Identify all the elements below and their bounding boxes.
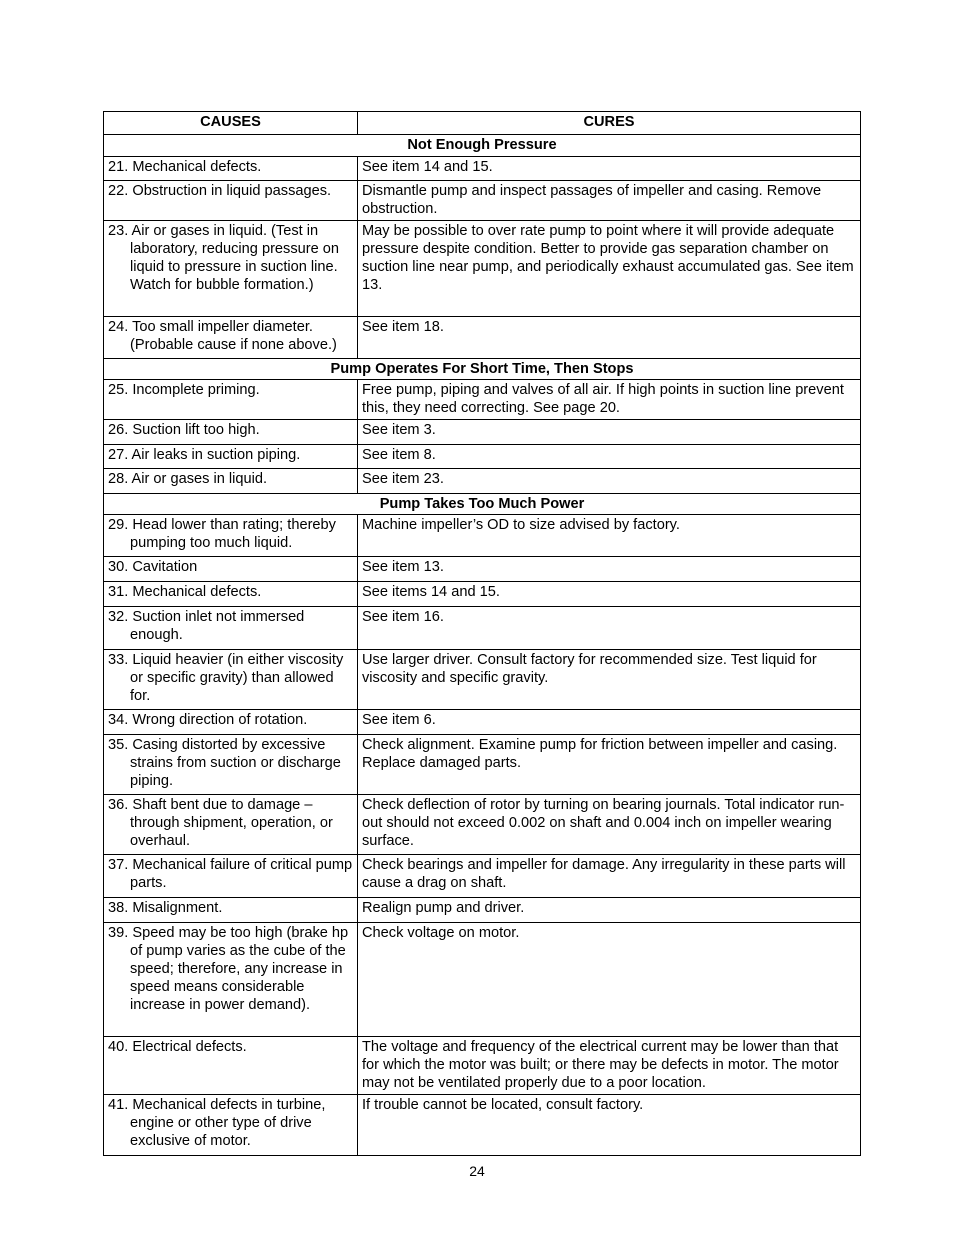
cure-cell: May be possible to over rate pump to point where it will provide adequate pressure despite condition. Better to provide gas separation chamber on suction line near pump, and periodically exhaust accumulated gas. See item 13. xyxy=(358,221,861,317)
table-row xyxy=(104,157,861,181)
cause-cell xyxy=(104,710,358,735)
section-row xyxy=(104,135,861,157)
cause-text: 34. Wrong direction of rotation. xyxy=(108,712,308,728)
section-row xyxy=(104,359,861,380)
cures-header: CURES xyxy=(358,112,861,135)
cause-text: 28. Air or gases in liquid. xyxy=(108,471,267,487)
table-row xyxy=(104,557,861,582)
cause-text: 23. Air or gases in liquid. (Test in laboratory, reducing pressure on liquid to pressure in suction line. Watch for bubble formation.) xyxy=(108,223,340,293)
cure-cell: See item 23. xyxy=(358,469,861,494)
cause-cell xyxy=(104,157,358,181)
cure-cell: Check bearings and impeller for damage. Any irregularity in these parts will cause a drag on shaft. xyxy=(358,855,861,898)
cure-cell: If trouble cannot be located, consult factory. xyxy=(358,1095,861,1156)
table-row xyxy=(104,1037,861,1095)
cause-text: 29. Head lower than rating; thereby pumping too much liquid. xyxy=(108,517,336,551)
cure-cell: See item 6. xyxy=(358,710,861,735)
cure-cell: Free pump, piping and valves of all air. If high points in suction line prevent this, they need correcting. See page 20. xyxy=(358,380,861,420)
cause-text: 33. Liquid heavier (in either viscosity or specific gravity) than allowed for. xyxy=(108,652,344,704)
cause-text: 21. Mechanical defects. xyxy=(108,159,262,175)
cure-cell: See item 14 and 15. xyxy=(358,157,861,181)
cause-cell xyxy=(104,469,358,494)
cause-text: 35. Casing distorted by excessive strains from suction or discharge piping. xyxy=(108,737,341,789)
table-row xyxy=(104,221,861,317)
cure-cell: See item 18. xyxy=(358,317,861,359)
causes-header: CAUSES xyxy=(104,112,358,135)
table-row xyxy=(104,582,861,607)
cause-cell xyxy=(104,515,358,557)
cause-text: 39. Speed may be too high (brake hp of pump varies as the cube of the speed; therefore, any increase in speed means considerable increase in power demand). xyxy=(108,925,349,1013)
cure-cell: Dismantle pump and inspect passages of impeller and casing. Remove obstruction. xyxy=(358,181,861,221)
cause-text: 38. Misalignment. xyxy=(108,900,223,916)
cure-cell: Check alignment. Examine pump for friction between impeller and casing. Replace damaged parts. xyxy=(358,735,861,795)
cure-cell: See item 16. xyxy=(358,607,861,650)
cause-text: 36. Shaft bent due to damage – through shipment, operation, or overhaul. xyxy=(108,797,333,849)
cause-cell xyxy=(104,1095,358,1156)
cause-cell xyxy=(104,557,358,582)
cause-cell xyxy=(104,221,358,317)
cause-text: 27. Air leaks in suction piping. xyxy=(108,447,301,463)
cure-cell: Realign pump and driver. xyxy=(358,898,861,923)
cause-cell xyxy=(104,380,358,420)
cure-cell: The voltage and frequency of the electrical current may be lower than that for which the motor was built; or there may be defects in motor. The motor may not be ventilated properly due to a poor location. xyxy=(358,1037,861,1095)
cause-cell xyxy=(104,1037,358,1095)
cause-cell xyxy=(104,855,358,898)
cause-text: 25. Incomplete priming. xyxy=(108,382,260,398)
cure-cell: See items 14 and 15. xyxy=(358,582,861,607)
table-row xyxy=(104,469,861,494)
table-row xyxy=(104,855,861,898)
table-row xyxy=(104,317,861,359)
cure-cell: See item 3. xyxy=(358,420,861,445)
cause-text: 24. Too small impeller diameter. (Probable cause if none above.) xyxy=(108,319,337,353)
table-row xyxy=(104,1095,861,1156)
section-title: Pump Takes Too Much Power xyxy=(104,494,861,515)
cause-text: 31. Mechanical defects. xyxy=(108,584,262,600)
table-row xyxy=(104,515,861,557)
section-title: Not Enough Pressure xyxy=(104,135,861,157)
cause-cell xyxy=(104,445,358,469)
cure-cell: Machine impeller’s OD to size advised by factory. xyxy=(358,515,861,557)
table-body xyxy=(104,135,861,1156)
cause-text: 40. Electrical defects. xyxy=(108,1039,247,1055)
section-title: Pump Operates For Short Time, Then Stops xyxy=(104,359,861,380)
cure-cell: See item 13. xyxy=(358,557,861,582)
table-row xyxy=(104,445,861,469)
section-row xyxy=(104,494,861,515)
cure-cell: Use larger driver. Consult factory for recommended size. Test liquid for viscosity and specific gravity. xyxy=(358,650,861,710)
cause-text: 26. Suction lift too high. xyxy=(108,422,260,438)
table-row xyxy=(104,898,861,923)
table-row xyxy=(104,710,861,735)
cause-text: 30. Cavitation xyxy=(108,559,198,575)
cause-cell xyxy=(104,582,358,607)
cause-cell xyxy=(104,795,358,855)
cause-cell xyxy=(104,420,358,445)
table-row xyxy=(104,420,861,445)
troubleshooting-table xyxy=(103,111,861,1156)
cause-cell xyxy=(104,181,358,221)
cause-cell xyxy=(104,735,358,795)
cure-cell: See item 8. xyxy=(358,445,861,469)
table-row xyxy=(104,380,861,420)
page-number: 24 xyxy=(469,1163,485,1179)
cause-cell xyxy=(104,923,358,1037)
table-row xyxy=(104,650,861,710)
table-row xyxy=(104,735,861,795)
cause-text: 37. Mechanical failure of critical pump parts. xyxy=(108,857,353,891)
table-row xyxy=(104,795,861,855)
cause-cell xyxy=(104,898,358,923)
table-row xyxy=(104,607,861,650)
cause-text: 22. Obstruction in liquid passages. xyxy=(108,183,332,199)
table-row xyxy=(104,923,861,1037)
table-row xyxy=(104,181,861,221)
cause-text: 41. Mechanical defects in turbine, engine or other type of drive exclusive of motor. xyxy=(108,1097,326,1149)
header-row xyxy=(104,112,861,135)
cause-cell xyxy=(104,650,358,710)
cause-cell xyxy=(104,317,358,359)
cure-cell: Check voltage on motor. xyxy=(358,923,861,1037)
cure-cell: Check deflection of rotor by turning on bearing journals. Total indicator run-out should not exceed 0.002 on shaft and 0.004 inch on impeller wearing surface. xyxy=(358,795,861,855)
cause-text: 32. Suction inlet not immersed enough. xyxy=(108,609,305,643)
cause-cell xyxy=(104,607,358,650)
